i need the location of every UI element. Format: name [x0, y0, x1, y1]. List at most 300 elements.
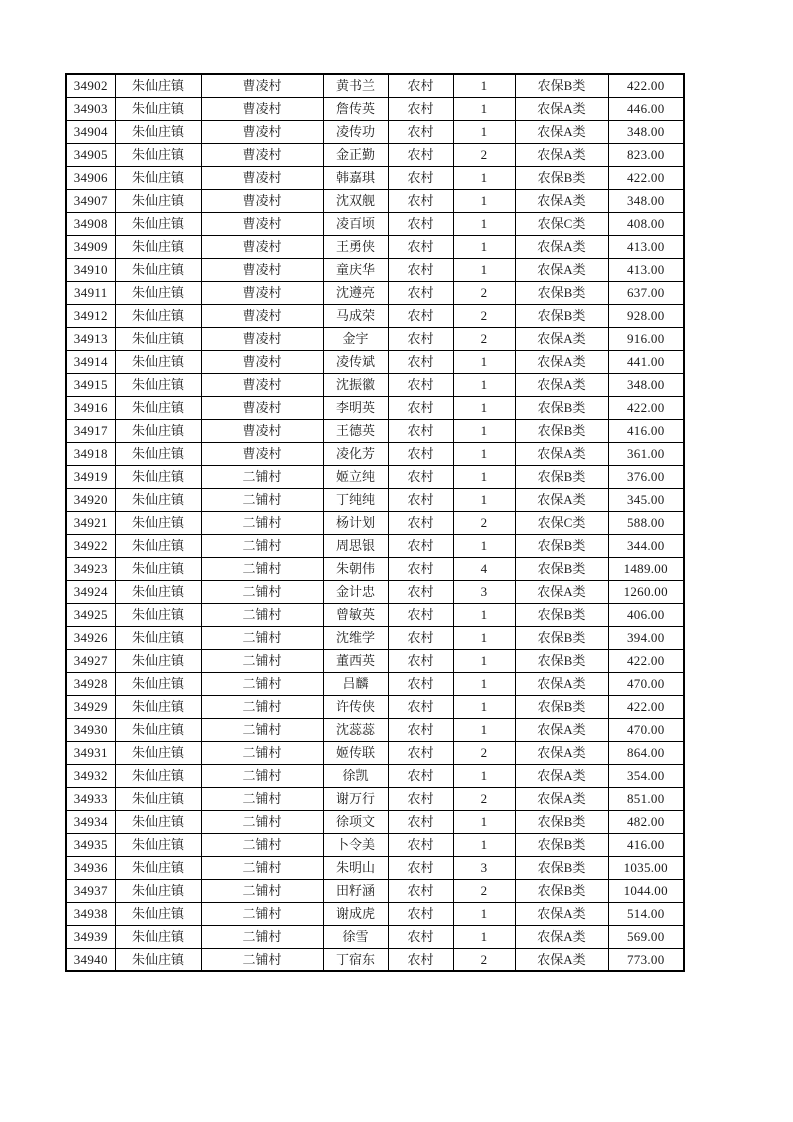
cell-village: 二铺村: [201, 948, 323, 971]
cell-id: 34928: [66, 672, 115, 695]
cell-name: 杨计划: [323, 511, 388, 534]
cell-id: 34929: [66, 695, 115, 718]
table-row: [66, 442, 684, 465]
cell-id: 34919: [66, 465, 115, 488]
cell-village: 曹凌村: [201, 350, 323, 373]
cell-residence: 农村: [388, 810, 453, 833]
cell-town: 朱仙庄镇: [115, 695, 201, 718]
cell-count: 1: [453, 833, 515, 856]
cell-category: 农保A类: [515, 672, 608, 695]
cell-amount: 637.00: [608, 281, 684, 304]
cell-village: 二铺村: [201, 764, 323, 787]
table-row: [66, 672, 684, 695]
cell-village: 二铺村: [201, 580, 323, 603]
cell-category: 农保A类: [515, 741, 608, 764]
cell-category: 农保A类: [515, 120, 608, 143]
cell-town: 朱仙庄镇: [115, 419, 201, 442]
table-row: [66, 419, 684, 442]
cell-category: 农保B类: [515, 856, 608, 879]
cell-residence: 农村: [388, 258, 453, 281]
cell-count: 1: [453, 764, 515, 787]
cell-category: 农保B类: [515, 419, 608, 442]
cell-count: 1: [453, 925, 515, 948]
cell-name: 姬传联: [323, 741, 388, 764]
cell-residence: 农村: [388, 396, 453, 419]
cell-village: 二铺村: [201, 649, 323, 672]
cell-town: 朱仙庄镇: [115, 373, 201, 396]
cell-residence: 农村: [388, 189, 453, 212]
cell-name: 徐项文: [323, 810, 388, 833]
cell-category: 农保B类: [515, 304, 608, 327]
cell-category: 农保A类: [515, 580, 608, 603]
cell-category: 农保B类: [515, 557, 608, 580]
cell-residence: 农村: [388, 534, 453, 557]
cell-id: 34907: [66, 189, 115, 212]
cell-residence: 农村: [388, 488, 453, 511]
cell-town: 朱仙庄镇: [115, 672, 201, 695]
cell-amount: 916.00: [608, 327, 684, 350]
cell-amount: 348.00: [608, 189, 684, 212]
cell-category: 农保B类: [515, 626, 608, 649]
cell-name: 徐凯: [323, 764, 388, 787]
cell-amount: 422.00: [608, 166, 684, 189]
cell-town: 朱仙庄镇: [115, 442, 201, 465]
cell-id: 34911: [66, 281, 115, 304]
cell-amount: 588.00: [608, 511, 684, 534]
cell-name: 谢万行: [323, 787, 388, 810]
cell-category: 农保A类: [515, 787, 608, 810]
table-row: [66, 626, 684, 649]
cell-town: 朱仙庄镇: [115, 97, 201, 120]
cell-name: 沈双舰: [323, 189, 388, 212]
cell-amount: 422.00: [608, 396, 684, 419]
cell-name: 董西英: [323, 649, 388, 672]
cell-village: 二铺村: [201, 534, 323, 557]
cell-town: 朱仙庄镇: [115, 235, 201, 258]
cell-village: 曹凌村: [201, 189, 323, 212]
cell-town: 朱仙庄镇: [115, 603, 201, 626]
table-row: [66, 212, 684, 235]
cell-village: 曹凌村: [201, 74, 323, 97]
cell-name: 沈蕊蕊: [323, 718, 388, 741]
cell-residence: 农村: [388, 672, 453, 695]
cell-category: 农保B类: [515, 810, 608, 833]
cell-town: 朱仙庄镇: [115, 925, 201, 948]
cell-town: 朱仙庄镇: [115, 856, 201, 879]
cell-residence: 农村: [388, 741, 453, 764]
cell-id: 34920: [66, 488, 115, 511]
cell-name: 谢成虎: [323, 902, 388, 925]
cell-village: 二铺村: [201, 879, 323, 902]
cell-village: 曹凌村: [201, 212, 323, 235]
table-row: [66, 120, 684, 143]
cell-id: 34908: [66, 212, 115, 235]
cell-amount: 376.00: [608, 465, 684, 488]
table-row: [66, 373, 684, 396]
cell-id: 34930: [66, 718, 115, 741]
cell-category: 农保A类: [515, 235, 608, 258]
cell-amount: 394.00: [608, 626, 684, 649]
table-row: [66, 74, 684, 97]
cell-village: 二铺村: [201, 511, 323, 534]
cell-village: 曹凌村: [201, 442, 323, 465]
cell-amount: 422.00: [608, 695, 684, 718]
cell-category: 农保A类: [515, 97, 608, 120]
cell-village: 二铺村: [201, 695, 323, 718]
cell-id: 34933: [66, 787, 115, 810]
cell-count: 1: [453, 373, 515, 396]
cell-residence: 农村: [388, 695, 453, 718]
cell-amount: 1489.00: [608, 557, 684, 580]
cell-count: 2: [453, 741, 515, 764]
cell-residence: 农村: [388, 419, 453, 442]
cell-category: 农保B类: [515, 281, 608, 304]
cell-category: 农保A类: [515, 350, 608, 373]
cell-count: 1: [453, 258, 515, 281]
cell-name: 马成荣: [323, 304, 388, 327]
cell-residence: 农村: [388, 902, 453, 925]
cell-amount: 413.00: [608, 258, 684, 281]
cell-town: 朱仙庄镇: [115, 74, 201, 97]
cell-count: 1: [453, 603, 515, 626]
cell-residence: 农村: [388, 304, 453, 327]
cell-amount: 348.00: [608, 373, 684, 396]
cell-name: 沈振徽: [323, 373, 388, 396]
cell-amount: 345.00: [608, 488, 684, 511]
cell-residence: 农村: [388, 787, 453, 810]
cell-village: 曹凌村: [201, 166, 323, 189]
cell-village: 二铺村: [201, 557, 323, 580]
cell-name: 金宇: [323, 327, 388, 350]
cell-category: 农保C类: [515, 511, 608, 534]
table-row: [66, 327, 684, 350]
cell-village: 曹凌村: [201, 419, 323, 442]
cell-id: 34903: [66, 97, 115, 120]
table-row: [66, 856, 684, 879]
cell-town: 朱仙庄镇: [115, 649, 201, 672]
cell-name: 李明英: [323, 396, 388, 419]
cell-id: 34905: [66, 143, 115, 166]
cell-residence: 农村: [388, 718, 453, 741]
cell-category: 农保B类: [515, 465, 608, 488]
cell-count: 2: [453, 948, 515, 971]
cell-name: 周思银: [323, 534, 388, 557]
cell-residence: 农村: [388, 74, 453, 97]
cell-residence: 农村: [388, 557, 453, 580]
table-row: [66, 235, 684, 258]
cell-residence: 农村: [388, 350, 453, 373]
cell-name: 姬立纯: [323, 465, 388, 488]
cell-name: 沈遵亮: [323, 281, 388, 304]
cell-village: 曹凌村: [201, 373, 323, 396]
cell-id: 34912: [66, 304, 115, 327]
table-row: [66, 580, 684, 603]
cell-residence: 农村: [388, 143, 453, 166]
cell-town: 朱仙庄镇: [115, 741, 201, 764]
cell-village: 曹凌村: [201, 327, 323, 350]
table-row: [66, 97, 684, 120]
cell-id: 34914: [66, 350, 115, 373]
cell-category: 农保A类: [515, 442, 608, 465]
cell-residence: 农村: [388, 879, 453, 902]
cell-category: 农保A类: [515, 764, 608, 787]
cell-town: 朱仙庄镇: [115, 212, 201, 235]
cell-residence: 农村: [388, 442, 453, 465]
table-row: [66, 557, 684, 580]
cell-id: 34937: [66, 879, 115, 902]
cell-name: 童庆华: [323, 258, 388, 281]
cell-count: 1: [453, 419, 515, 442]
cell-town: 朱仙庄镇: [115, 902, 201, 925]
cell-residence: 农村: [388, 603, 453, 626]
cell-village: 曹凌村: [201, 143, 323, 166]
table-row: [66, 879, 684, 902]
cell-village: 曹凌村: [201, 281, 323, 304]
cell-amount: 470.00: [608, 672, 684, 695]
table-body: [66, 74, 684, 971]
cell-town: 朱仙庄镇: [115, 833, 201, 856]
cell-village: 二铺村: [201, 810, 323, 833]
cell-town: 朱仙庄镇: [115, 281, 201, 304]
cell-town: 朱仙庄镇: [115, 948, 201, 971]
cell-name: 朱明山: [323, 856, 388, 879]
cell-category: 农保C类: [515, 212, 608, 235]
cell-town: 朱仙庄镇: [115, 787, 201, 810]
cell-category: 农保A类: [515, 902, 608, 925]
cell-count: 1: [453, 626, 515, 649]
cell-residence: 农村: [388, 97, 453, 120]
cell-category: 农保A类: [515, 718, 608, 741]
cell-count: 4: [453, 557, 515, 580]
cell-town: 朱仙庄镇: [115, 465, 201, 488]
table-row: [66, 258, 684, 281]
cell-town: 朱仙庄镇: [115, 810, 201, 833]
cell-amount: 514.00: [608, 902, 684, 925]
cell-id: 34927: [66, 649, 115, 672]
cell-id: 34925: [66, 603, 115, 626]
table-row: [66, 649, 684, 672]
cell-town: 朱仙庄镇: [115, 396, 201, 419]
cell-count: 1: [453, 120, 515, 143]
cell-town: 朱仙庄镇: [115, 143, 201, 166]
cell-category: 农保A类: [515, 143, 608, 166]
cell-name: 凌传斌: [323, 350, 388, 373]
cell-village: 曹凌村: [201, 120, 323, 143]
cell-name: 凌化芳: [323, 442, 388, 465]
cell-id: 34926: [66, 626, 115, 649]
cell-id: 34921: [66, 511, 115, 534]
cell-amount: 482.00: [608, 810, 684, 833]
cell-residence: 农村: [388, 626, 453, 649]
cell-name: 许传侠: [323, 695, 388, 718]
cell-amount: 413.00: [608, 235, 684, 258]
cell-id: 34939: [66, 925, 115, 948]
cell-residence: 农村: [388, 649, 453, 672]
cell-count: 1: [453, 235, 515, 258]
cell-count: 1: [453, 695, 515, 718]
cell-amount: 823.00: [608, 143, 684, 166]
cell-category: 农保A类: [515, 327, 608, 350]
cell-name: 凌传功: [323, 120, 388, 143]
cell-amount: 773.00: [608, 948, 684, 971]
cell-count: 1: [453, 97, 515, 120]
cell-amount: 416.00: [608, 419, 684, 442]
cell-village: 二铺村: [201, 718, 323, 741]
cell-id: 34923: [66, 557, 115, 580]
cell-residence: 农村: [388, 511, 453, 534]
cell-category: 农保B类: [515, 166, 608, 189]
table-row: [66, 189, 684, 212]
cell-amount: 354.00: [608, 764, 684, 787]
cell-town: 朱仙庄镇: [115, 350, 201, 373]
table-row: [66, 396, 684, 419]
table-row: [66, 143, 684, 166]
cell-id: 34940: [66, 948, 115, 971]
cell-residence: 农村: [388, 833, 453, 856]
cell-id: 34904: [66, 120, 115, 143]
cell-name: 金正勤: [323, 143, 388, 166]
cell-residence: 农村: [388, 764, 453, 787]
cell-id: 34910: [66, 258, 115, 281]
cell-village: 曹凌村: [201, 258, 323, 281]
cell-category: 农保B类: [515, 396, 608, 419]
cell-amount: 422.00: [608, 74, 684, 97]
cell-amount: 361.00: [608, 442, 684, 465]
cell-id: 34935: [66, 833, 115, 856]
cell-id: 34917: [66, 419, 115, 442]
cell-amount: 569.00: [608, 925, 684, 948]
cell-category: 农保A类: [515, 258, 608, 281]
cell-count: 1: [453, 189, 515, 212]
cell-count: 3: [453, 856, 515, 879]
cell-village: 二铺村: [201, 465, 323, 488]
cell-residence: 农村: [388, 465, 453, 488]
cell-residence: 农村: [388, 166, 453, 189]
cell-town: 朱仙庄镇: [115, 120, 201, 143]
cell-count: 2: [453, 327, 515, 350]
cell-town: 朱仙庄镇: [115, 189, 201, 212]
cell-count: 1: [453, 810, 515, 833]
cell-amount: 406.00: [608, 603, 684, 626]
cell-category: 农保A类: [515, 948, 608, 971]
cell-category: 农保B类: [515, 695, 608, 718]
cell-name: 王德英: [323, 419, 388, 442]
cell-category: 农保A类: [515, 189, 608, 212]
cell-count: 1: [453, 672, 515, 695]
cell-residence: 农村: [388, 856, 453, 879]
cell-village: 二铺村: [201, 925, 323, 948]
cell-count: 1: [453, 166, 515, 189]
cell-town: 朱仙庄镇: [115, 327, 201, 350]
cell-name: 韩嘉琪: [323, 166, 388, 189]
cell-village: 二铺村: [201, 856, 323, 879]
table-row: [66, 350, 684, 373]
cell-village: 二铺村: [201, 741, 323, 764]
cell-id: 34924: [66, 580, 115, 603]
table-row: [66, 465, 684, 488]
cell-id: 34915: [66, 373, 115, 396]
table-row: [66, 511, 684, 534]
cell-name: 卜令美: [323, 833, 388, 856]
cell-name: 朱朝伟: [323, 557, 388, 580]
cell-count: 1: [453, 74, 515, 97]
cell-village: 曹凌村: [201, 304, 323, 327]
cell-town: 朱仙庄镇: [115, 534, 201, 557]
cell-residence: 农村: [388, 327, 453, 350]
cell-count: 1: [453, 350, 515, 373]
cell-village: 曹凌村: [201, 235, 323, 258]
table-row: [66, 281, 684, 304]
cell-amount: 441.00: [608, 350, 684, 373]
cell-count: 1: [453, 212, 515, 235]
cell-id: 34902: [66, 74, 115, 97]
cell-amount: 928.00: [608, 304, 684, 327]
cell-category: 农保A类: [515, 488, 608, 511]
cell-amount: 446.00: [608, 97, 684, 120]
cell-name: 田籽涵: [323, 879, 388, 902]
cell-amount: 851.00: [608, 787, 684, 810]
cell-village: 曹凌村: [201, 396, 323, 419]
cell-count: 1: [453, 902, 515, 925]
cell-name: 黄书兰: [323, 74, 388, 97]
cell-town: 朱仙庄镇: [115, 557, 201, 580]
cell-village: 二铺村: [201, 488, 323, 511]
cell-village: 二铺村: [201, 626, 323, 649]
table-row: [66, 718, 684, 741]
cell-count: 1: [453, 442, 515, 465]
cell-town: 朱仙庄镇: [115, 304, 201, 327]
cell-name: 王勇侠: [323, 235, 388, 258]
cell-category: 农保B类: [515, 833, 608, 856]
cell-id: 34922: [66, 534, 115, 557]
cell-town: 朱仙庄镇: [115, 511, 201, 534]
cell-amount: 416.00: [608, 833, 684, 856]
cell-id: 34918: [66, 442, 115, 465]
cell-name: 沈维学: [323, 626, 388, 649]
cell-amount: 1044.00: [608, 879, 684, 902]
cell-village: 二铺村: [201, 833, 323, 856]
table-row: [66, 833, 684, 856]
table-row: [66, 764, 684, 787]
cell-amount: 344.00: [608, 534, 684, 557]
cell-count: 2: [453, 511, 515, 534]
cell-category: 农保B类: [515, 74, 608, 97]
cell-id: 34936: [66, 856, 115, 879]
cell-category: 农保B类: [515, 879, 608, 902]
cell-amount: 422.00: [608, 649, 684, 672]
benefit-roster-table: [65, 73, 685, 972]
cell-id: 34934: [66, 810, 115, 833]
cell-residence: 农村: [388, 281, 453, 304]
cell-name: 詹传英: [323, 97, 388, 120]
cell-residence: 农村: [388, 948, 453, 971]
cell-town: 朱仙庄镇: [115, 626, 201, 649]
cell-village: 二铺村: [201, 902, 323, 925]
table-row: [66, 695, 684, 718]
cell-town: 朱仙庄镇: [115, 580, 201, 603]
cell-count: 3: [453, 580, 515, 603]
cell-town: 朱仙庄镇: [115, 764, 201, 787]
cell-town: 朱仙庄镇: [115, 718, 201, 741]
cell-residence: 农村: [388, 925, 453, 948]
cell-name: 丁纯纯: [323, 488, 388, 511]
cell-category: 农保B类: [515, 649, 608, 672]
cell-name: 丁宿东: [323, 948, 388, 971]
cell-id: 34909: [66, 235, 115, 258]
cell-count: 1: [453, 718, 515, 741]
cell-id: 34916: [66, 396, 115, 419]
cell-count: 2: [453, 879, 515, 902]
